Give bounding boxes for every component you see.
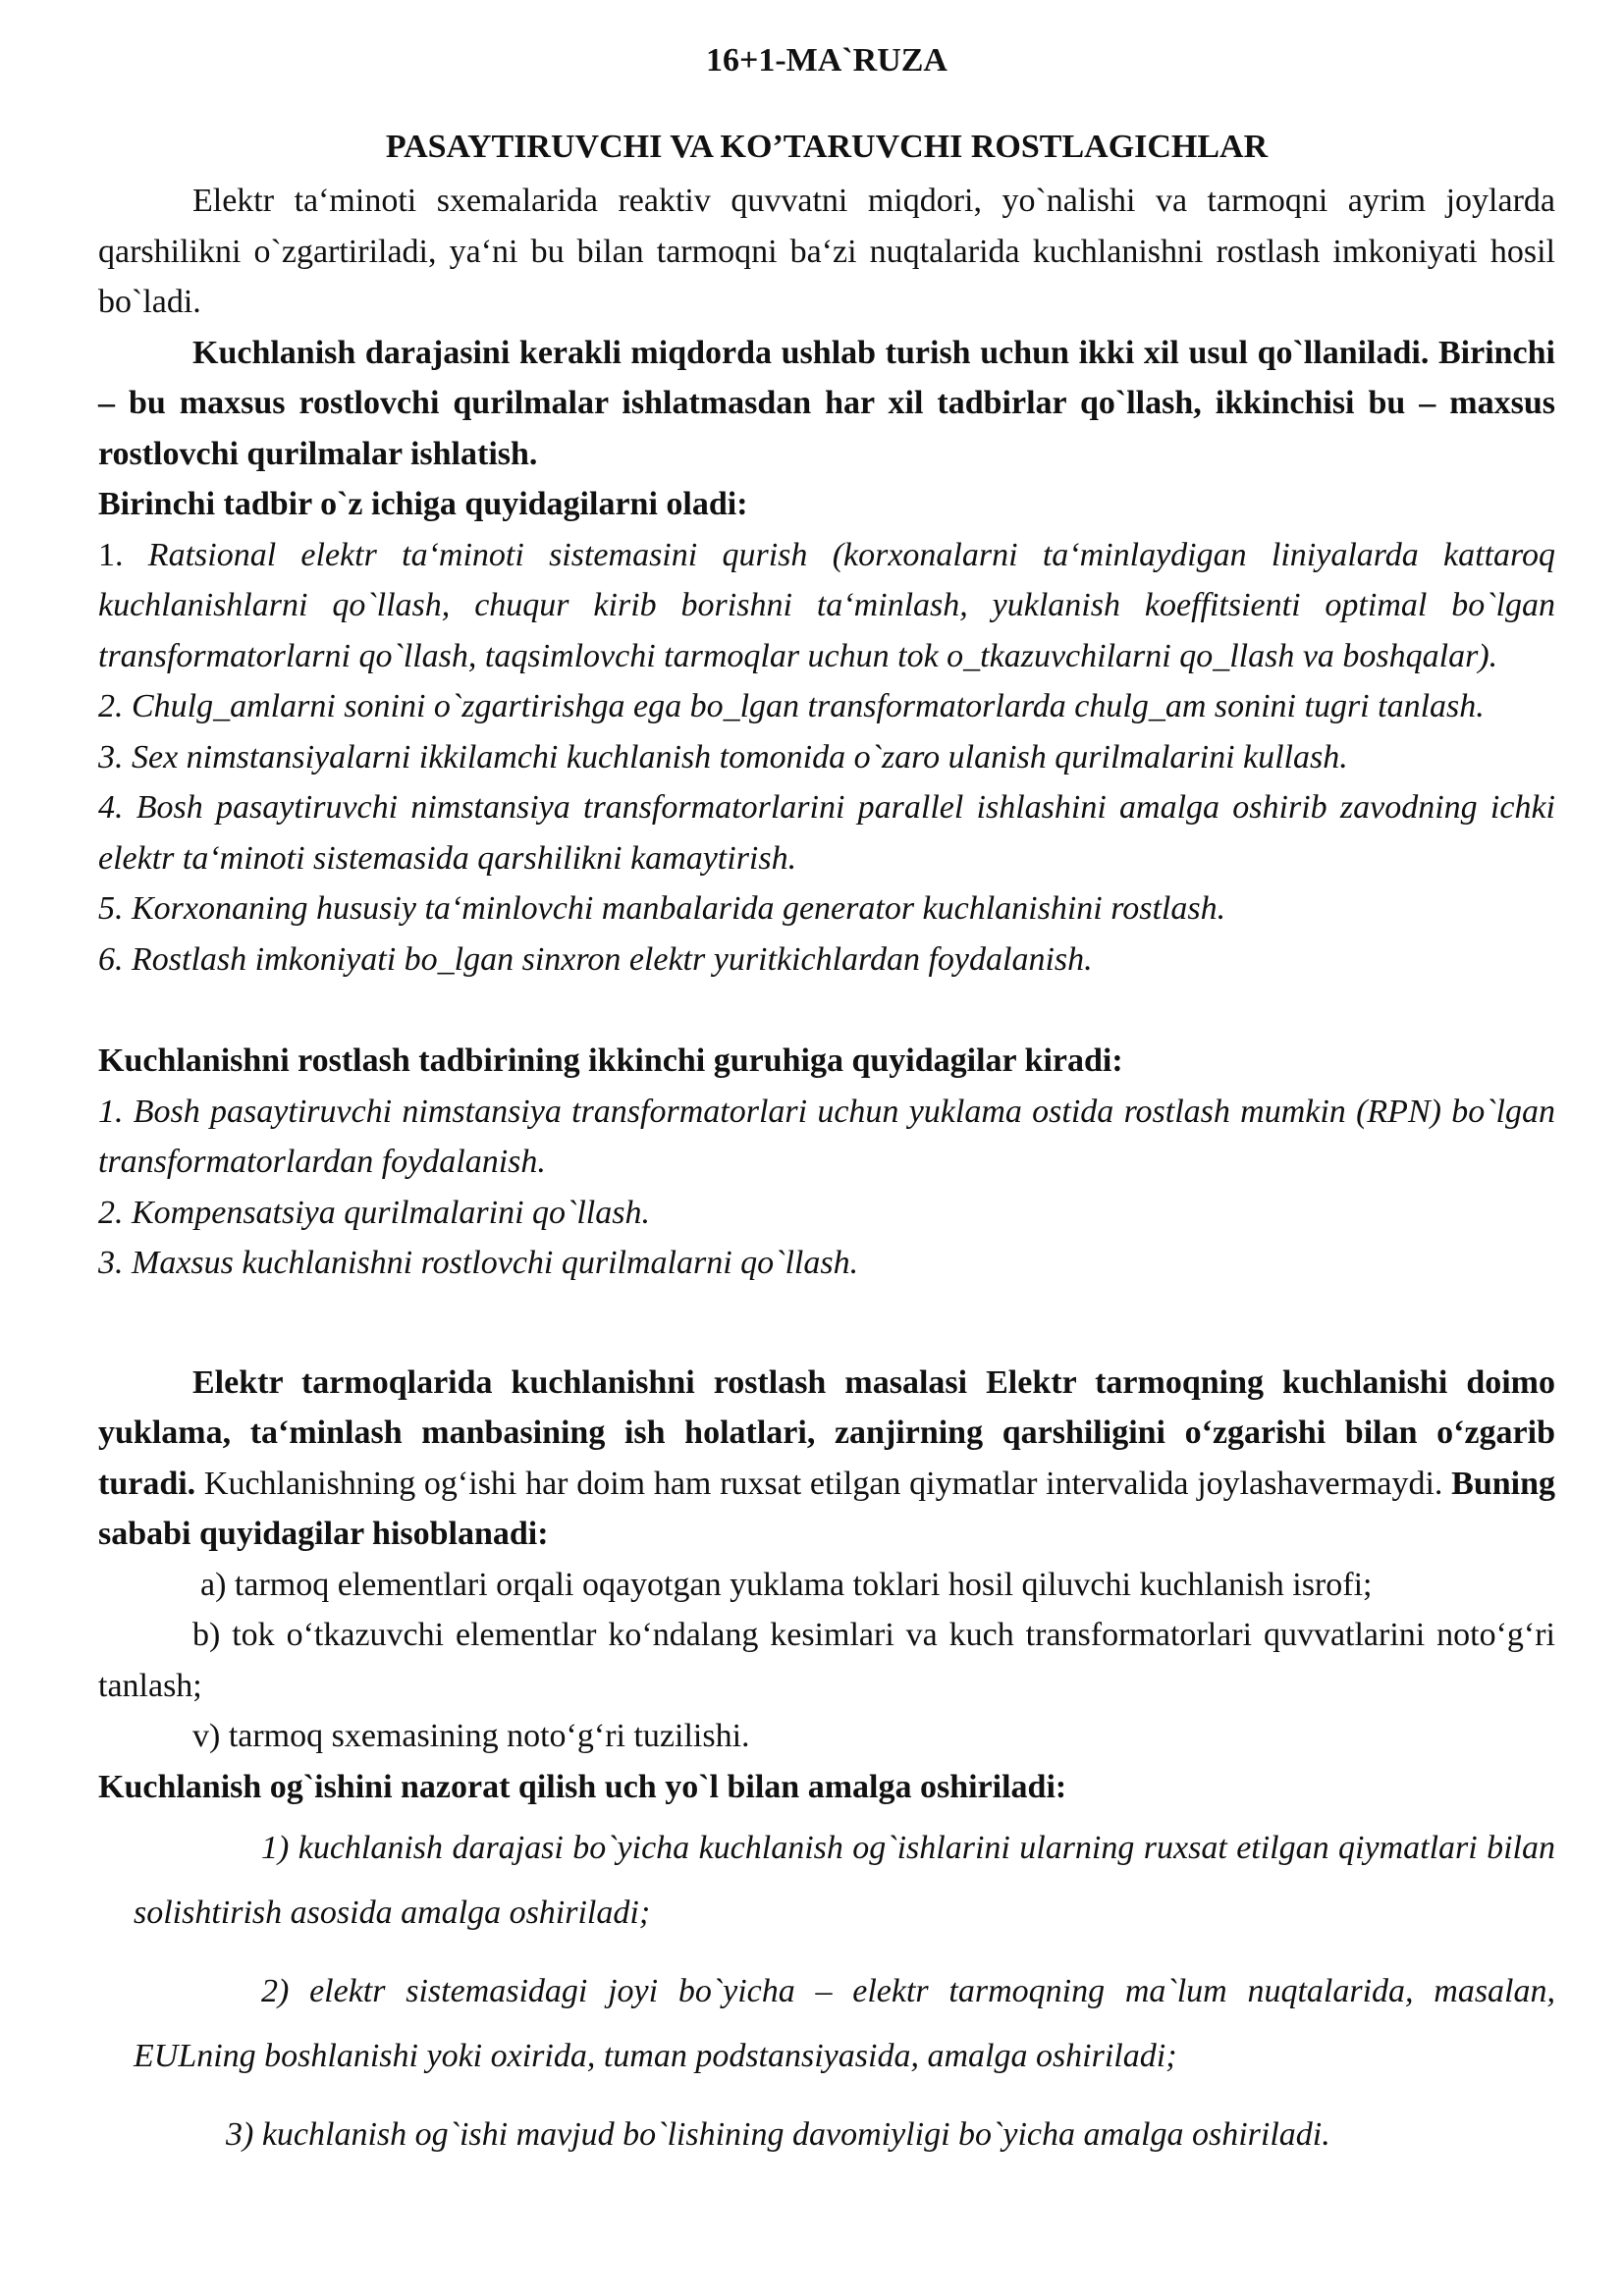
first-group-item-6: 6. Rostlash imkoniyati bo_lgan sinxron elektr yuritkichlardan foydalanish. bbox=[98, 940, 1093, 978]
item-number: 1. bbox=[98, 536, 124, 573]
second-group-item-1: 1. Bosh pasaytiruvchi nimstansiya transformatorlari uchun yuklama ostida rostlash mumkin (RPN) bo`lgan transformatorlardan foydalanish. bbox=[98, 1093, 1555, 1180]
first-group-heading: Birinchi tadbir o`z ichiga quyidagilarni oladi: bbox=[98, 486, 748, 522]
second-group-heading: Kuchlanishni rostlash tadbirining ikkinchi guruhiga quyidagilar kiradi: bbox=[98, 1042, 1123, 1079]
spacer bbox=[98, 1289, 1555, 1358]
control-item-2: 2) elektr sistemasidagi joyi bo`yicha – elektr tarmoqning ma`lum nuqtalarida, masalan, EULning boshlanishi yoki oxirida, tuman podstansiyasida, amalga oshiriladi; bbox=[134, 1973, 1555, 2074]
intro-paragraph: Elektr ta‘minoti sxemalarida reaktiv quvvatni miqdori, yo`nalishi va tarmoqni ayrim joylarda qarshilikni o`zgartiriladi, ya‘ni bu bilan tarmoqni ba‘zi nuqtalarida kuchlanishni rostlash imkoniyati hosil bo`ladi. bbox=[98, 183, 1555, 320]
control-item-1: 1) kuchlanish darajasi bo`yicha kuchlanish og`ishlarini ularning ruxsat etilgan qiymatlari bilan solishtirish asosida amalga oshiriladi; bbox=[134, 1830, 1555, 1931]
document-page bbox=[98, 35, 1555, 2167]
reason-v: v) tarmoq sxemasining noto‘g‘ri tuzilishi. bbox=[192, 1718, 750, 1754]
methods-paragraph: Kuchlanish darajasini kerakli miqdorda ushlab turish uchun ikki xil usul qo`llaniladi. Birinchi – bu maxsus rostlovchi qurilmalar ishlatmasdan har xil tadbirlar qo`llash, ikkinchisi bu – maxsus rostlovchi qurilmalar ishlatish. bbox=[98, 334, 1555, 472]
first-group-item-4: 4. Bosh pasaytiruvchi nimstansiya transformatorlarini parallel ishlashini amalga oshirib zavodning ichki elektr ta‘minoti sistemasida qarshilikni kamaytirish. bbox=[98, 789, 1555, 877]
control-item-3: 3) kuchlanish og`ishi mavjud bo`lishining davomiyligi bo`yicha amalga oshiriladi. bbox=[226, 2116, 1330, 2153]
lecture-title: 16+1-MA`RUZA bbox=[705, 42, 947, 79]
lecture-subtitle: PASAYTIRUVCHI VA KO’TARUVCHI ROSTLAGICHLAR bbox=[385, 128, 1269, 165]
problem-bold-text: Elektr tarmoqlarida kuchlanishni rostlash masalasi Elektr tarmoqning kuchlanishi doimo yuklama, ta‘minlash manbasining ish holatlari, zanjirning qarshiligini o‘zgarishi bilan o‘zgarib turadi. bbox=[98, 1363, 1555, 1502]
second-group-item-2: 2. Kompensatsiya qurilmalarini qo`llash. bbox=[98, 1194, 650, 1231]
spacer bbox=[98, 985, 1555, 1036]
first-group-item-1 bbox=[98, 530, 1555, 682]
second-group-item-3: 3. Maxsus kuchlanishni rostlovchi qurilmalarni qo`llash. bbox=[98, 1245, 859, 1281]
problem-bold-end: Buning sababi quyidagilar hisoblanadi: bbox=[98, 1465, 1556, 1552]
reason-b: b) tok o‘tkazuvchi elementlar ko‘ndalang kesimlari va kuch transformatorlari quvvatlarini noto‘g‘ri tanlash; bbox=[98, 1617, 1555, 1704]
problem-paragraph bbox=[98, 1358, 1555, 1560]
first-group-item-3: 3. Sex nimstansiyalarni ikkilamchi kuchlanish tomonida o`zaro ulanish qurilmalarini kullash. bbox=[98, 738, 1348, 775]
problem-normal-text: Kuchlanishning og‘ishi har doim ham ruxsat etilgan qiymatlar intervalida joylashavermaydi. bbox=[195, 1465, 1443, 1502]
reason-a: a) tarmoq elementlari orqali oqayotgan yuklama toklari hosil qiluvchi kuchlanish isrofi; bbox=[200, 1566, 1373, 1603]
first-group-item-5: 5. Korxonaning hususiy ta‘minlovchi manbalarida generator kuchlanishini rostlash. bbox=[98, 890, 1226, 927]
control-heading: Kuchlanish og`ishini nazorat qilish uch yo`l bilan amalga oshiriladi: bbox=[98, 1768, 1067, 1805]
item-text: Ratsional elektr ta‘minoti sistemasini qurish (korxonalarni ta‘minlaydigan liniyalarda kattaroq kuchlanishlarni qo`llash, chuqur kirib borishni ta‘minlash, yuklanish koeffitsienti optimal bo`lgan transformatorlarni qo`llash, taqsimlovchi tarmoqlar uchun tok o_tkazuvchilarni qo_llash va boshqalar). bbox=[98, 536, 1555, 674]
first-group-item-2: 2. Chulg_amlarni sonini o`zgartirishga ega bo_lgan transformatorlarda chulg_am sonini tugri tanlash. bbox=[98, 688, 1485, 724]
